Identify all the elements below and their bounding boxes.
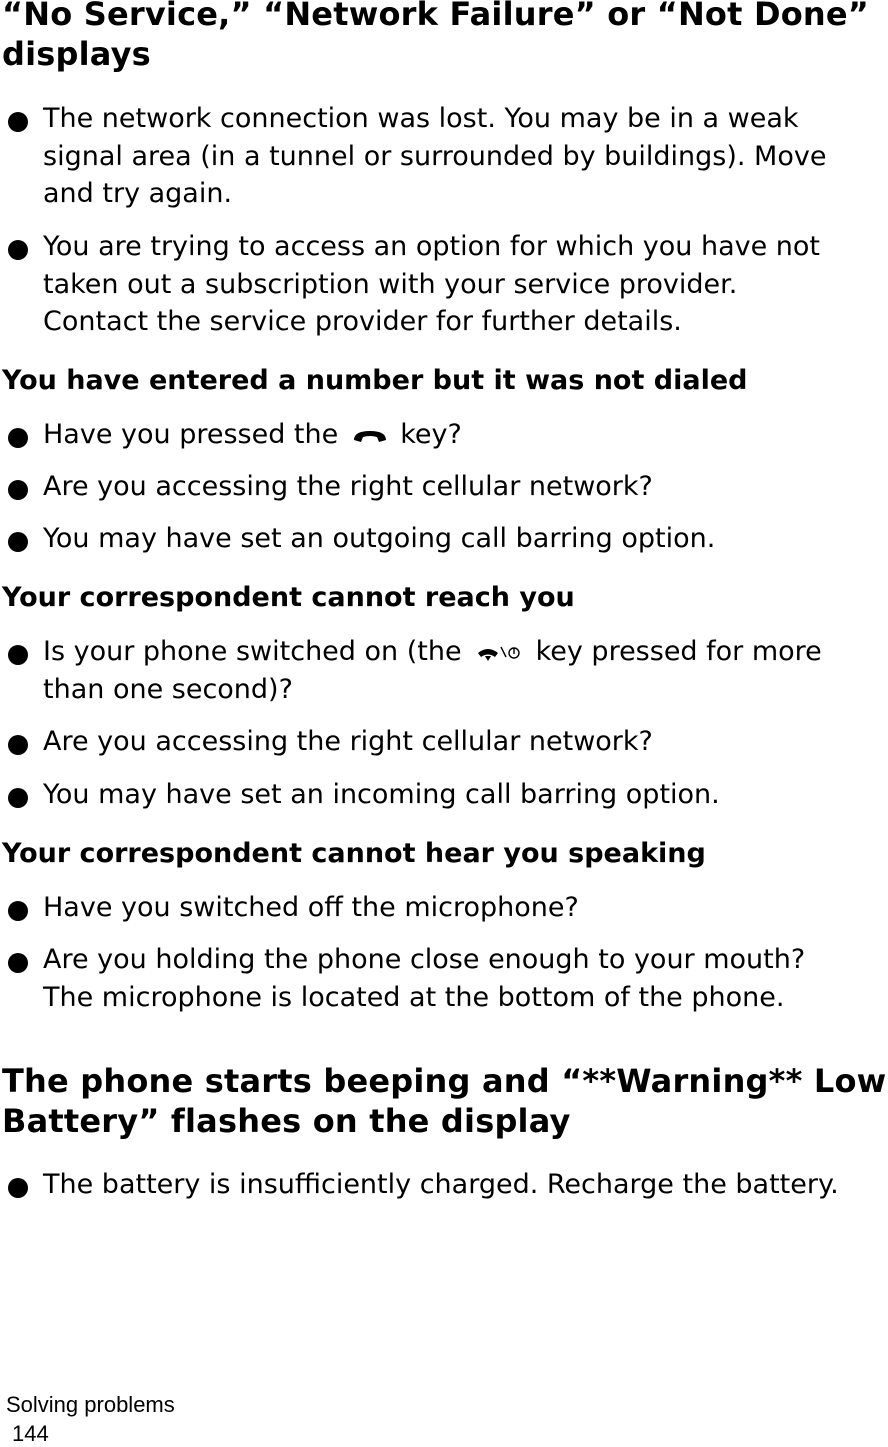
- bullet-icon: [8, 112, 28, 132]
- list-item: Are you holding the phone close enough to your mouth? The microphone is located at the bottom of the phone.: [4, 941, 888, 1016]
- heading-low-battery: [2, 1061, 886, 1141]
- bullet-icon: [8, 901, 28, 921]
- heading-line: “No Service,” “Network Failure” or “Not Done”: [2, 0, 870, 33]
- bullet-icon: [8, 645, 28, 665]
- page-number: 144: [12, 1421, 49, 1446]
- list-item: The battery is insufficiently charged. Recharge the battery.: [4, 1166, 888, 1204]
- bullet-icon: [8, 480, 28, 500]
- heading-no-service: [2, 0, 869, 74]
- bullet-icon: [8, 788, 28, 808]
- list-item: Have you pressed the key?: [4, 416, 888, 454]
- list-item: You may have set an outgoing call barring option.: [4, 520, 888, 558]
- send-key-icon: [352, 428, 388, 444]
- heading-cannot-reach: Your correspondent cannot reach you: [2, 582, 575, 613]
- list-item: Is your phone switched on (the key pressed for more than one second)?: [4, 633, 888, 708]
- list-item: The network connection was lost. You may be in a weak signal area (in a tunnel or surrounded by buildings). Move and try again.: [4, 100, 888, 213]
- heading-line: Battery” flashes on the display: [2, 1102, 571, 1140]
- bullet-icon: [8, 240, 28, 260]
- bullet-icon: [8, 953, 28, 973]
- heading-line: The phone starts beeping and “**Warning** Low: [2, 1062, 887, 1100]
- heading-line: displays: [2, 35, 151, 73]
- list-item: You may have set an incoming call barring option.: [4, 776, 888, 814]
- heading-cannot-hear: Your correspondent cannot hear you speaking: [2, 838, 706, 869]
- list-item: Are you accessing the right cellular network?: [4, 468, 888, 506]
- bullet-icon: [8, 428, 28, 448]
- list-item: Have you switched off the microphone?: [4, 889, 888, 927]
- bullet-icon: [8, 735, 28, 755]
- heading-not-dialed: You have entered a number but it was not dialed: [2, 365, 748, 396]
- bullet-icon: [8, 532, 28, 552]
- end-power-key-icon: [476, 643, 524, 663]
- list-item: Are you accessing the right cellular network?: [4, 723, 888, 761]
- list-item: You are trying to access an option for which you have not taken out a subscription with your service provider. Contact the service provider for further details.: [4, 228, 888, 341]
- footer-section-label: Solving problems: [6, 1392, 175, 1417]
- bullet-icon: [8, 1178, 28, 1198]
